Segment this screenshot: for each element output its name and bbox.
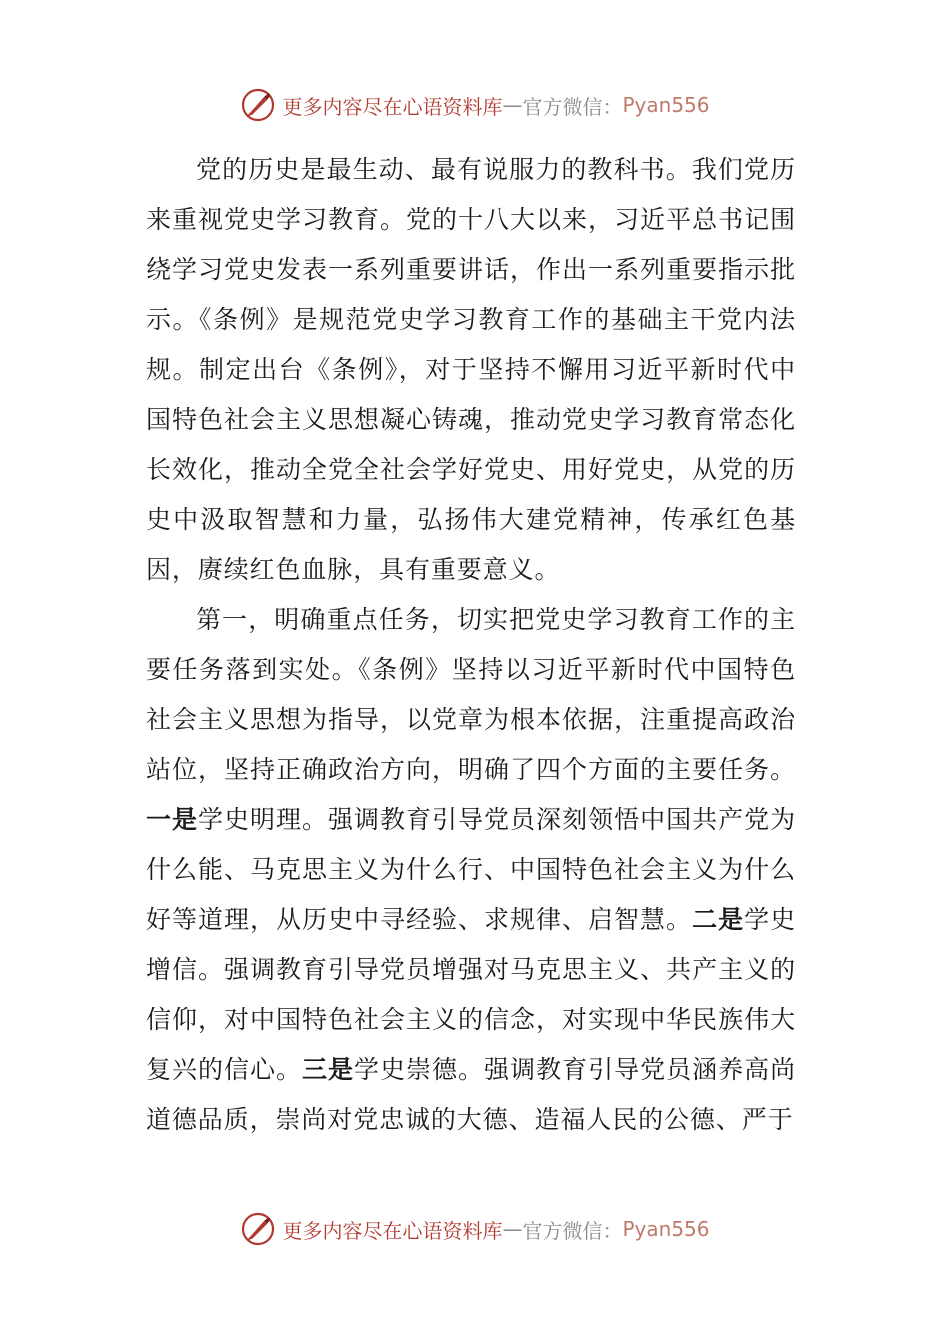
document-body [146,145,796,1145]
footer-watermark [0,1207,950,1251]
banner-wechat-id: Pyan556 [622,1217,710,1241]
paragraph-2-intro: 第一，明确重点任务，切实把党史学习教育工作的主要任务落到实处。《条例》坚持以习近平新时代中国特色社会主义思想为指导，以党章为根本依据，注重提高政治站位，坚持正确政治方向，明确了四个方面的主要任务。 [146,605,796,784]
banner-wechat-id: Pyan556 [622,93,710,117]
paragraph-1 [146,145,796,595]
banner-separator: — [502,93,523,117]
paragraph-1-text: 党的历史是最生动、最有说服力的教科书。我们党历来重视党史学习教育。党的十八大以来，习近平总书记围绕学习党史发表一系列重要讲话，作出一系列重要指示批示。《条例》是规范党史学习教育工作的基础主干党内法规。制定出台《条例》，对于坚持不懈用习近平新时代中国特色社会主义思想凝心铸魂，推动党史学习教育常态化长效化，推动全党全社会学好党史、用好党史，从党的历史中汲取智慧和力量，弘扬伟大建党精神，传承红色基因，赓续红色血脉，具有重要意义。 [146,155,796,584]
banner-text: 更多内容尽在心语资料库 [282,94,503,119]
quill-pen-icon [240,87,276,123]
point-2-text: 学史增信。强调教育引导党员增强对马克思主义、共产主义的信仰，对中国特色社会主义的信念，对实现中华民族伟大复兴的信心。 [146,905,796,1084]
header-watermark [0,83,950,127]
banner-wechat-label: 官方微信： [522,94,623,119]
quill-pen-icon [240,1211,276,1247]
point-1-marker: 一是 [146,805,199,834]
banner-separator: — [502,1217,523,1241]
point-3-marker: 三是 [302,1055,355,1084]
point-1-text: 学史明理。强调教育引导党员深刻领悟中国共产党为什么能、马克思主义为什么行、中国特色社会主义为什么好等道理，从历史中寻经验、求规律、启智慧。 [146,805,796,934]
point-2-marker: 二是 [692,905,745,934]
point-3-text: 学史崇德。强调教育引导党员涵养高尚道德品质，崇尚对党忠诚的大德、造福人民的公德、严于 [146,1055,796,1134]
banner-text: 更多内容尽在心语资料库 [282,1218,503,1243]
banner-wechat-label: 官方微信： [522,1218,623,1243]
paragraph-2 [146,595,796,1145]
